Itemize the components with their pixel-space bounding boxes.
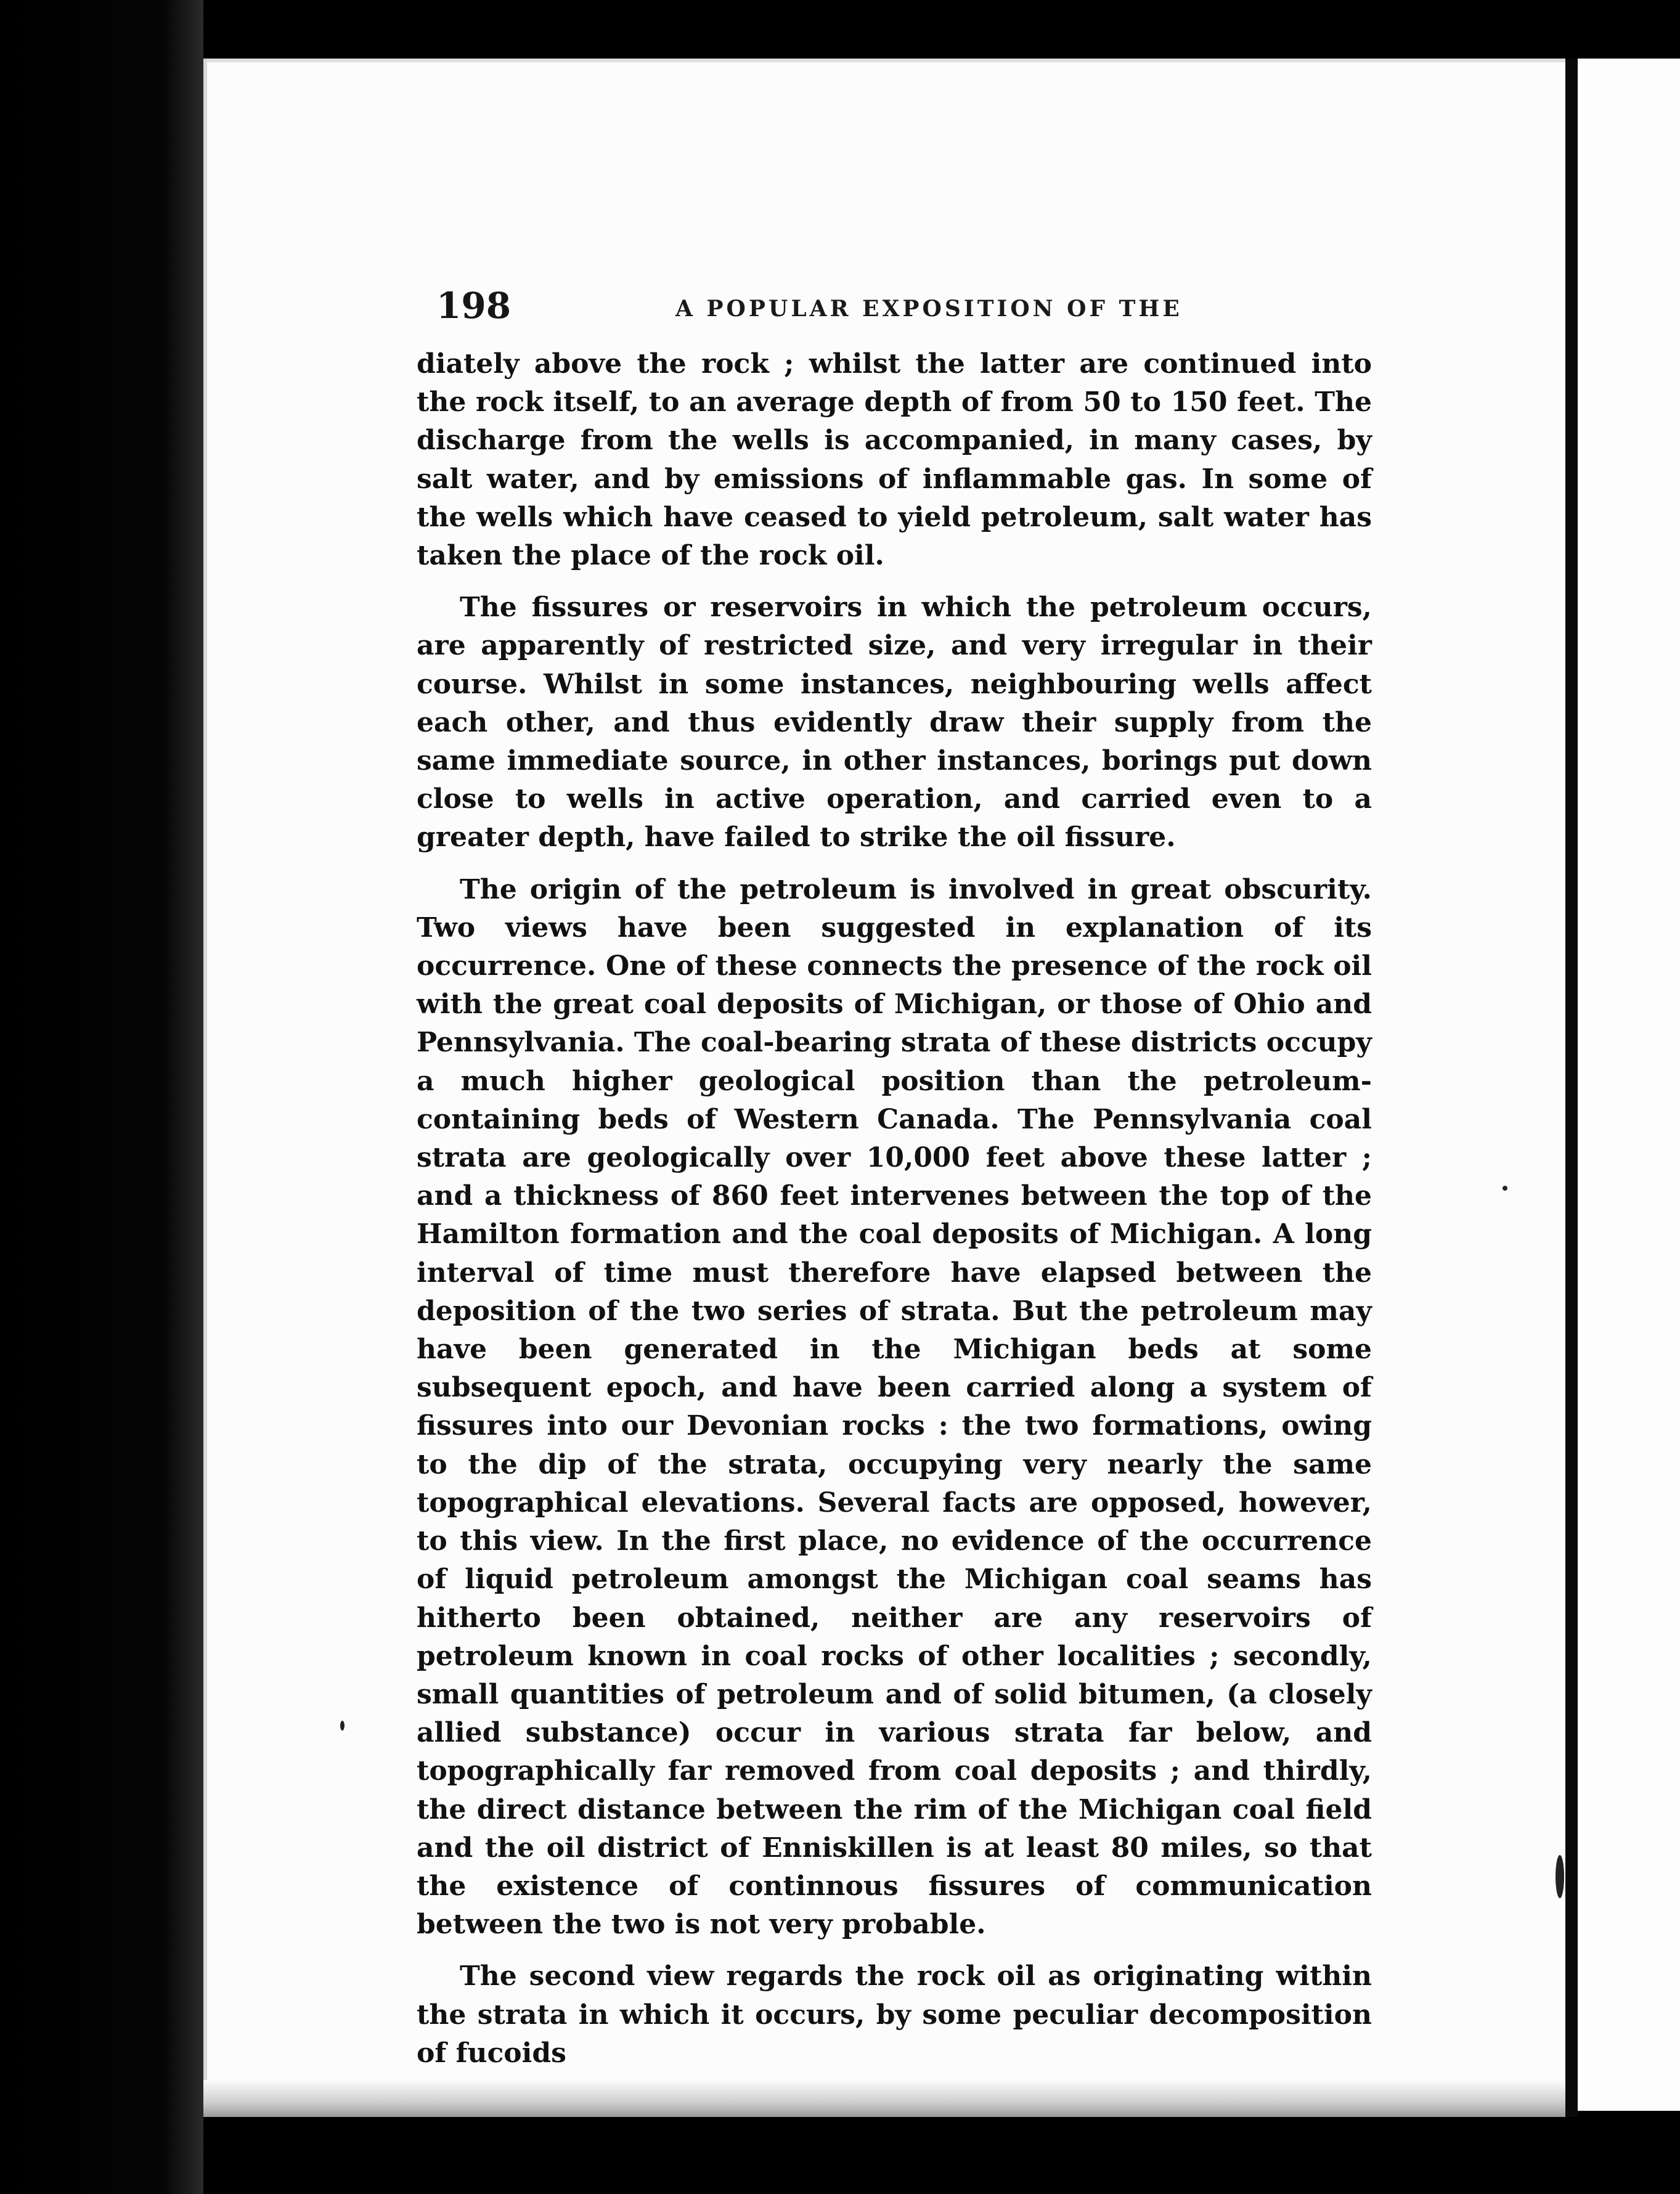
book-binding-edge xyxy=(0,0,203,2194)
ink-speck xyxy=(340,1721,345,1731)
page-gutter xyxy=(1565,59,1578,2117)
ink-speck xyxy=(1556,1855,1564,1898)
paragraph-1: diately above the rock ; whilst the latter are continued into the rock itself, to an average depth of from 50 to 150 feet. The discharge from the wells is accompanied, in many cases, by salt water, and by emissions of inflammable gas. In some of the wells which have ceased to yield petroleum, salt water has taken the place of the rock oil. xyxy=(417,348,1372,572)
ink-speck xyxy=(1503,1186,1507,1191)
page-number: 198 xyxy=(436,285,512,327)
paragraph-3: The origin of the petroleum is involved in great obscurity. Two views have been suggested in explanation of its occurrence. One of these connects the presence of the rock oil with the great coal deposits of Michigan, or those of Ohio and Pennsylvania. The coal-bearing strata of these districts occupy a much higher geological position than the petroleum-containing beds of Western Canada. The Pennsylvania coal strata are geologically over 10,000 feet above these latter ; and a thickness of 860 feet intervenes between the top of the Hamilton formation and the coal deposits of Michigan. A long interval of time must therefore have elapsed between the deposition of the two series of strata. But the petroleum may have been generated in the Michigan beds at some subsequent epoch, and have been carried along a system of fissures into our Devonian rocks : the two formations, owing to the dip of the strata, occupying very nearly the same topographical elevations. Several facts are opposed, however, to this view. In the first place, no evidence of the occurrence of liquid petroleum amongst the Michigan coal seams has hitherto been obtained, neither are any reservoirs of petroleum known in coal rocks of other localities ; secondly, small quantities of petroleum and of solid bitumen, (a closely allied substance) occur in various strata far below, and topographically far removed from coal deposits ; and thirdly, the direct distance between the rim of the Michigan coal field and the oil district of Enniskillen is at least 80 miles, so that the existence of continnous fissures of communication between the two is not very probable. xyxy=(417,873,1372,1941)
running-head: A POPULAR EXPOSITION OF THE xyxy=(675,296,1183,322)
paragraph-4: The second view regards the rock oil as originating within the strata in which it occurs, by some peculiar decomposition of fucoids xyxy=(417,1960,1372,2069)
paragraph-2: The fissures or reservoirs in which the petroleum occurs, are apparently of restricted size, and very irregular in their course. Whilst in some instances, neighbouring wells affect each other, and thus evidently draw their supply from the same immediate source, in other instances, borings put down close to wells in active operation, and carried even to a greater depth, have failed to strike the oil fissure. xyxy=(417,592,1372,854)
page-header xyxy=(436,285,1373,328)
facing-page-edge xyxy=(1578,59,1680,2111)
body-text xyxy=(417,345,1372,2086)
